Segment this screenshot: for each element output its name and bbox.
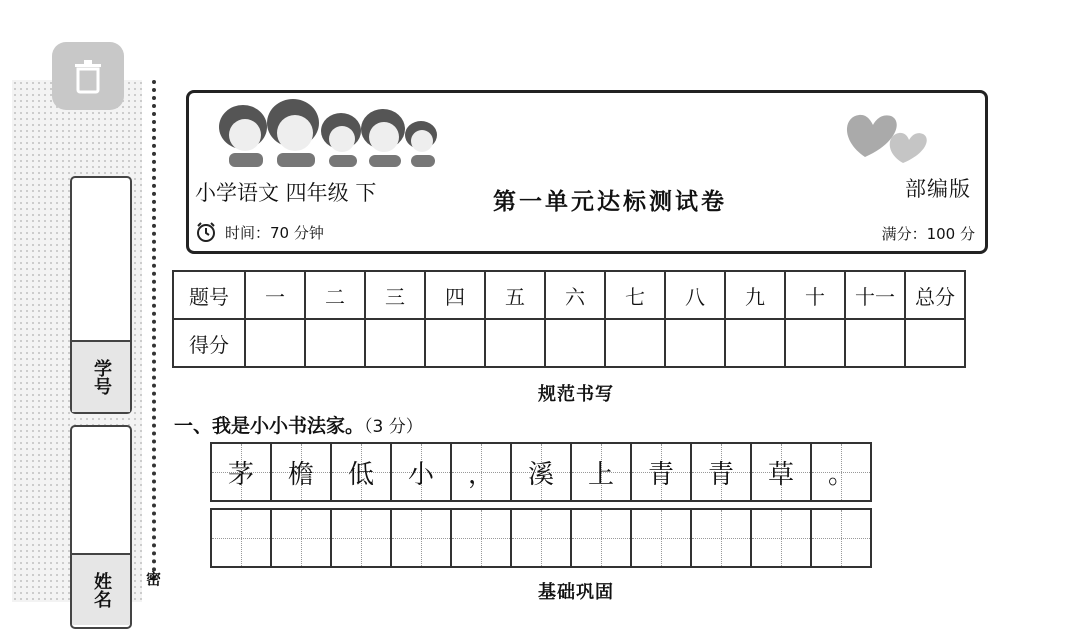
score-cell[interactable] [245, 319, 305, 367]
model-characters-row [210, 442, 872, 502]
score-cell[interactable] [605, 319, 665, 367]
alarm-clock-icon [195, 221, 217, 243]
exam-header [186, 90, 988, 254]
delete-button[interactable] [52, 42, 124, 110]
score-cell[interactable] [425, 319, 485, 367]
score-table-score-row [173, 319, 965, 367]
header-cell: 二 [305, 271, 365, 319]
header-cell: 五 [485, 271, 545, 319]
score-cell[interactable] [305, 319, 365, 367]
exam-title: 第一单元达标测试卷 [493, 189, 727, 215]
student-id-box[interactable] [70, 176, 132, 414]
question-1-points: （3 分） [364, 417, 423, 437]
score-cell[interactable] [725, 319, 785, 367]
score-cell[interactable] [485, 319, 545, 367]
question-number-label: 题号 [173, 271, 245, 319]
practice-cell[interactable] [692, 510, 752, 566]
header-cell: 十一 [845, 271, 905, 319]
hearts-decoration [841, 107, 931, 167]
name-box[interactable] [70, 425, 132, 629]
header-cell: 八 [665, 271, 725, 319]
header-cell: 九 [725, 271, 785, 319]
model-char-cell: 。 [812, 444, 870, 500]
time-limit-text: 时间：70 分钟 [225, 223, 324, 242]
section-standard-writing: 规范书写 [538, 384, 614, 405]
cartoon-kids-illustration [213, 97, 443, 169]
practice-cell[interactable] [632, 510, 692, 566]
score-cell[interactable] [365, 319, 425, 367]
model-char-cell: 上 [572, 444, 632, 500]
model-char-cell: 檐 [272, 444, 332, 500]
student-id-label: 学号 [91, 359, 112, 395]
header-cell: 四 [425, 271, 485, 319]
score-cell[interactable] [545, 319, 605, 367]
model-char-cell: 青 [632, 444, 692, 500]
question-1-title: 一、我是小小书法家。 [174, 415, 365, 437]
model-char-cell: 草 [752, 444, 812, 500]
header-cell: 七 [605, 271, 665, 319]
header-cell: 六 [545, 271, 605, 319]
practice-cell[interactable] [812, 510, 870, 566]
score-cell[interactable] [785, 319, 845, 367]
seal-line [152, 80, 156, 580]
model-char-cell: 茅 [212, 444, 272, 500]
score-label: 得分 [173, 319, 245, 367]
seal-char: 密 [146, 570, 162, 588]
model-char-cell: 溪 [512, 444, 572, 500]
practice-cell[interactable] [392, 510, 452, 566]
practice-cell[interactable] [212, 510, 272, 566]
model-char-cell: 低 [332, 444, 392, 500]
practice-cell[interactable] [752, 510, 812, 566]
model-char-cell: 小 [392, 444, 452, 500]
practice-writing-row[interactable] [210, 508, 872, 568]
header-cell: 三 [365, 271, 425, 319]
score-cell[interactable] [845, 319, 905, 367]
total-score-label: 总分 [905, 271, 965, 319]
header-cell: 一 [245, 271, 305, 319]
score-cell[interactable] [665, 319, 725, 367]
name-label-cell [72, 553, 130, 625]
edition-label: 部编版 [905, 177, 971, 201]
practice-cell[interactable] [572, 510, 632, 566]
model-char-cell: 青 [692, 444, 752, 500]
practice-cell[interactable] [512, 510, 572, 566]
trash-icon [71, 58, 105, 94]
score-table [172, 270, 966, 368]
practice-cell[interactable] [332, 510, 392, 566]
full-score: 满分：100 分 [881, 225, 975, 243]
header-cell: 十 [785, 271, 845, 319]
question-1 [174, 411, 423, 438]
score-table-header-row [173, 271, 965, 319]
model-char-cell: ， [452, 444, 512, 500]
subject-grade: 小学语文 四年级 下 [195, 181, 377, 205]
student-id-label-cell [72, 340, 130, 412]
section-basic-consolidation: 基础巩固 [538, 582, 614, 603]
score-cell[interactable] [905, 319, 965, 367]
name-label: 姓名 [91, 572, 112, 608]
time-limit [195, 221, 324, 243]
practice-cell[interactable] [272, 510, 332, 566]
practice-cell[interactable] [452, 510, 512, 566]
